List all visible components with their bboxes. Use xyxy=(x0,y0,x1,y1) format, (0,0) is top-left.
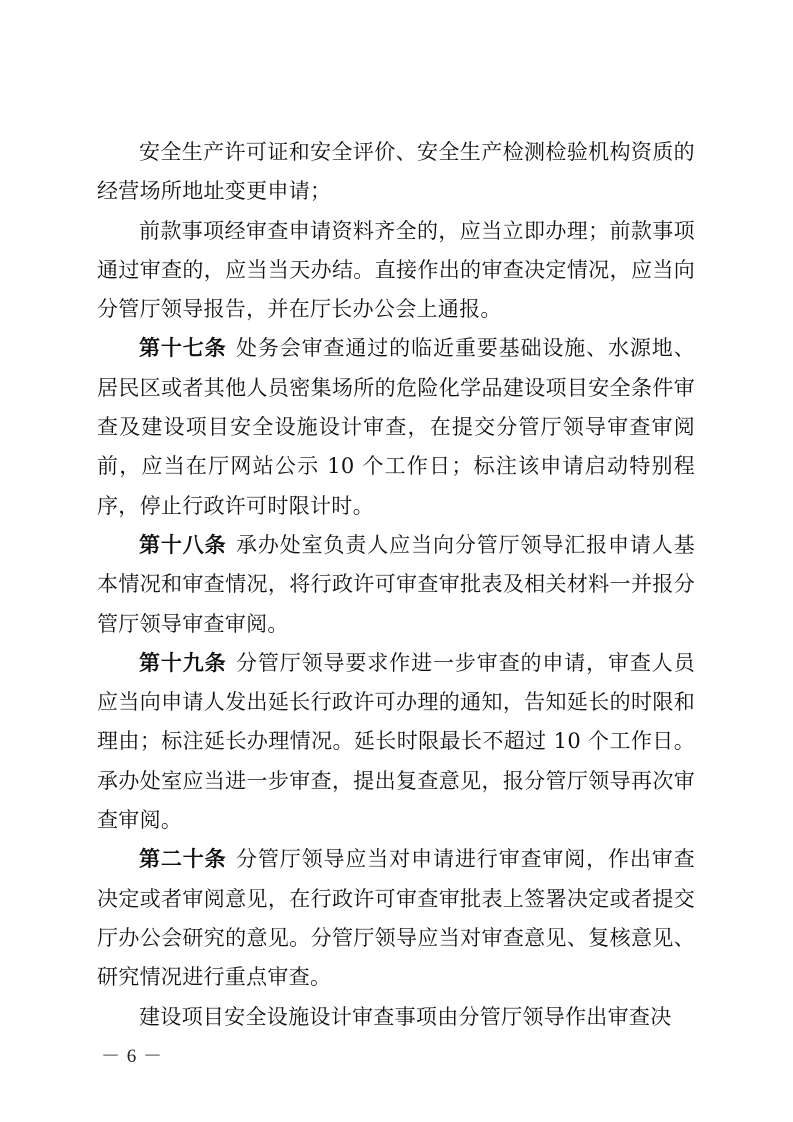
paragraph-text: 建设项目安全设施设计审查事项由分管厅领导作出审查决 xyxy=(139,1004,672,1029)
page-number: － 6 － xyxy=(101,1046,164,1067)
article-label: 第十九条 xyxy=(139,650,227,675)
article-label: 第十七条 xyxy=(139,336,227,361)
paragraph-text: 承办处室负责人应当向分管厅领导汇报申请人基本情况和审查情况，将行政许可审查审批表及相关材料一并报分管厅领导审查审阅。 xyxy=(97,532,695,636)
paragraph-text: 分管厅领导要求作进一步审查的申请，审查人员应当向申请人发出延长行政许可办理的通知，告知延长的时限和理由；标注延长办理情况。延长时限最长不超过 10 个工作日。承办处室应当进一步审查，提出复查意见，报分管厅领导再次审查审阅。 xyxy=(97,650,695,833)
article-20 xyxy=(97,840,695,997)
paragraph xyxy=(97,998,695,1037)
article-label: 第十八条 xyxy=(139,532,227,557)
article-label: 第二十条 xyxy=(139,847,227,872)
paragraph-text: 处务会审查通过的临近重要基础设施、水源地、居民区或者其他人员密集场所的危险化学品建设项目安全条件审查及建设项目安全设施设计审查，在提交分管厅领导审查审阅前，应当在厅网站公示 10 个工作日；标注该申请启动特别程序，停止行政许可时限计时。 xyxy=(97,336,695,518)
paragraph-text: 前款事项经审查申请资料齐全的，应当立即办理；前款事项通过审查的，应当当天办结。直接作出的审查决定情况，应当向分管厅领导报告，并在厅长办公会上通报。 xyxy=(97,218,695,322)
paragraph-text: 分管厅领导应当对申请进行审查审阅，作出审查决定或者审阅意见，在行政许可审查审批表上签署决定或者提交厅办公会研究的意见。分管厅领导应当对审查意见、复核意见、研究情况进行重点审查。 xyxy=(97,847,695,990)
article-17 xyxy=(97,329,695,525)
article-19 xyxy=(97,644,695,840)
paragraph xyxy=(97,133,695,212)
paragraph-text: 安全生产许可证和安全评价、安全生产检测检验机构资质的经营场所地址变更申请； xyxy=(97,140,695,204)
paragraph xyxy=(97,212,695,330)
article-18 xyxy=(97,526,695,644)
document-body xyxy=(97,133,695,1037)
